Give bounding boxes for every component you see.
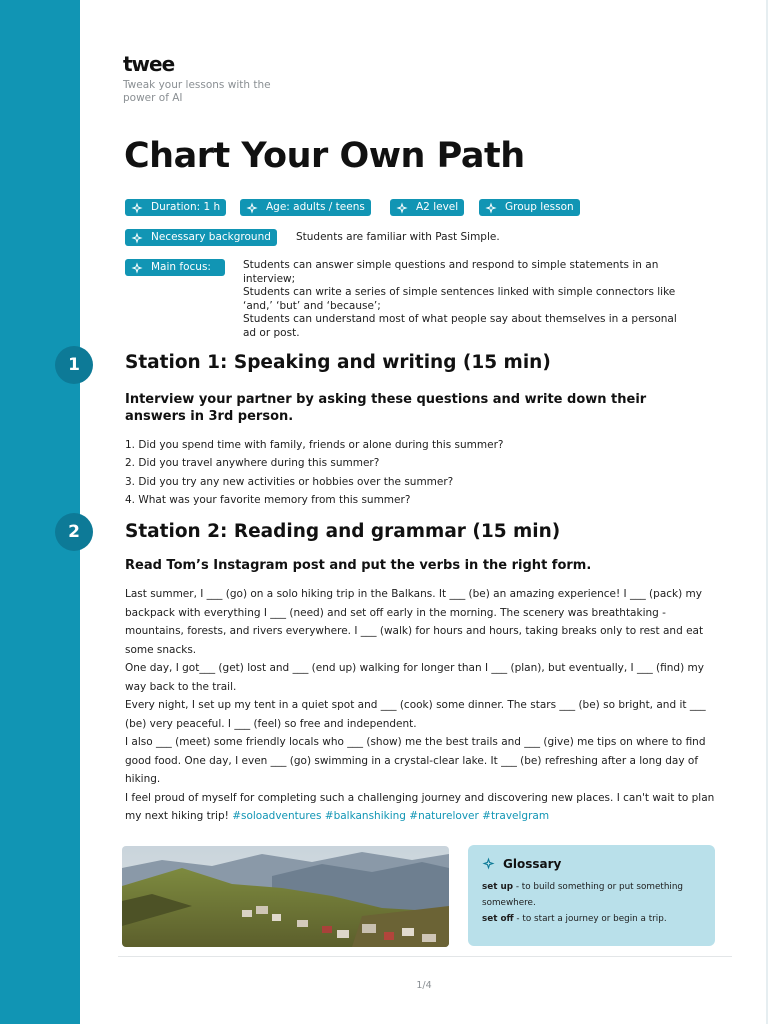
- tag-necessary-background: [125, 229, 277, 246]
- focus-line: Students can understand most of what people say about themselves in a personal ad or post.: [243, 313, 677, 339]
- tag-level: [390, 199, 464, 216]
- glossary-entry: [482, 879, 704, 911]
- station-1-title: Station 1: Speaking and writing (15 min): [125, 352, 551, 373]
- tag-necessary-background-label: Necessary background: [151, 231, 271, 243]
- paragraph: One day, I got___ (get) lost and ___ (end up) walking for longer than I ___ (plan), but eventually, I ___ (find) my way back to the trail.: [125, 662, 704, 693]
- main-focus-text: [243, 259, 693, 340]
- glossary-entry: [482, 911, 704, 927]
- tag-lesson-type: [479, 199, 580, 216]
- list-item: 1. Did you spend time with family, friends or alone during this summer?: [125, 439, 504, 451]
- station-2-instruction: Read Tom’s Instagram post and put the verbs in the right form.: [125, 558, 592, 573]
- glossary-box: [468, 845, 715, 946]
- station-2-title: Station 2: Reading and grammar (15 min): [125, 521, 561, 542]
- hashtags: #soloadventures #balkanshiking #naturelover #travelgram: [232, 810, 550, 822]
- sparkle-icon: [131, 262, 143, 274]
- station-1-instruction: Interview your partner by asking these questions and write down their answers in 3rd person.: [125, 392, 647, 424]
- landscape-image: [122, 846, 449, 947]
- list-item: 4. What was your favorite memory from this summer?: [125, 493, 411, 506]
- tag-level-label: A2 level: [416, 201, 459, 213]
- paragraph: [125, 789, 715, 826]
- station-2-number: 2: [55, 513, 93, 551]
- paragraph: I also ___ (meet) some friendly locals who ___ (show) me the best trails and ___ (give) me tips on where to find good food. One day, I even ___ (go) swimming in a crystal-clear lake. It ___ (be) refreshing after a long day of hiking.: [125, 736, 706, 785]
- glossary-title: Glossary: [503, 857, 562, 871]
- tag-duration: [125, 199, 226, 216]
- glossary-term: set up: [482, 882, 514, 892]
- list-item: 3. Did you try any new activities or hobbies over the summer?: [125, 475, 454, 488]
- list-item: 2. Did you travel anywhere during this summer?: [125, 457, 380, 470]
- tag-duration-label: Duration: 1 h: [151, 201, 221, 213]
- tag-lesson-type-label: Group lesson: [505, 201, 574, 213]
- necessary-background-text: Students are familiar with Past Simple.: [296, 231, 500, 243]
- glossary-definition: - to build something or put something somewhere.: [482, 882, 683, 908]
- sparkle-icon: [246, 202, 258, 214]
- closing-text: I feel proud of myself for completing such a challenging journey and discovering new places. I can't wait to plan my next hiking trip!: [125, 791, 715, 822]
- brand-tagline: Tweak your lessons with the power of AI: [123, 79, 271, 104]
- brand-logo: twee: [123, 52, 175, 76]
- sparkle-icon: [131, 232, 143, 244]
- glossary-definition: - to start a journey or begin a trip.: [513, 914, 667, 924]
- tag-age: [240, 199, 371, 216]
- tag-main-focus-label: Main focus:: [151, 261, 211, 273]
- sparkle-icon: [485, 202, 497, 214]
- tag-main-focus: [125, 259, 225, 276]
- mountain-village-photo: [122, 846, 449, 947]
- sparkle-icon: [131, 202, 143, 214]
- focus-line: Students can answer simple questions and respond to simple statements in an interview;: [243, 259, 659, 285]
- sparkle-icon: [482, 857, 495, 870]
- sidebar-band: [0, 0, 80, 1024]
- footer-divider: [118, 956, 732, 957]
- page-number: 1/4: [416, 980, 432, 991]
- paragraph: Every night, I set up my tent in a quiet spot and ___ (cook) some dinner. The stars ___ (be) so bright, and it ___ (be) very peaceful. I ___ (feel) so free and independent.: [125, 699, 706, 730]
- station-1-number: 1: [55, 346, 93, 384]
- instagram-post-text: [125, 585, 715, 826]
- focus-line: Students can write a series of simple sentences linked with simple connectors like ‘and,’ ‘but’ and ‘because’;: [243, 286, 676, 312]
- sparkle-icon: [396, 202, 408, 214]
- tag-age-label: Age: adults / teens: [266, 201, 365, 213]
- glossary-entries: [482, 879, 704, 927]
- paragraph: Last summer, I ___ (go) on a solo hiking trip in the Balkans. It ___ (be) an amazing experience! I ___ (pack) my backpack with everything I ___ (need) and set off early in the morning. The scenery was breathtaking - mountains, forests, and rivers everywhere. I ___ (walk) for hours and hours, taking breaks only to rest and eat some snacks.: [125, 588, 704, 656]
- page-title: Chart Your Own Path: [124, 136, 525, 176]
- question-list: [125, 436, 503, 509]
- glossary-term: set off: [482, 914, 514, 924]
